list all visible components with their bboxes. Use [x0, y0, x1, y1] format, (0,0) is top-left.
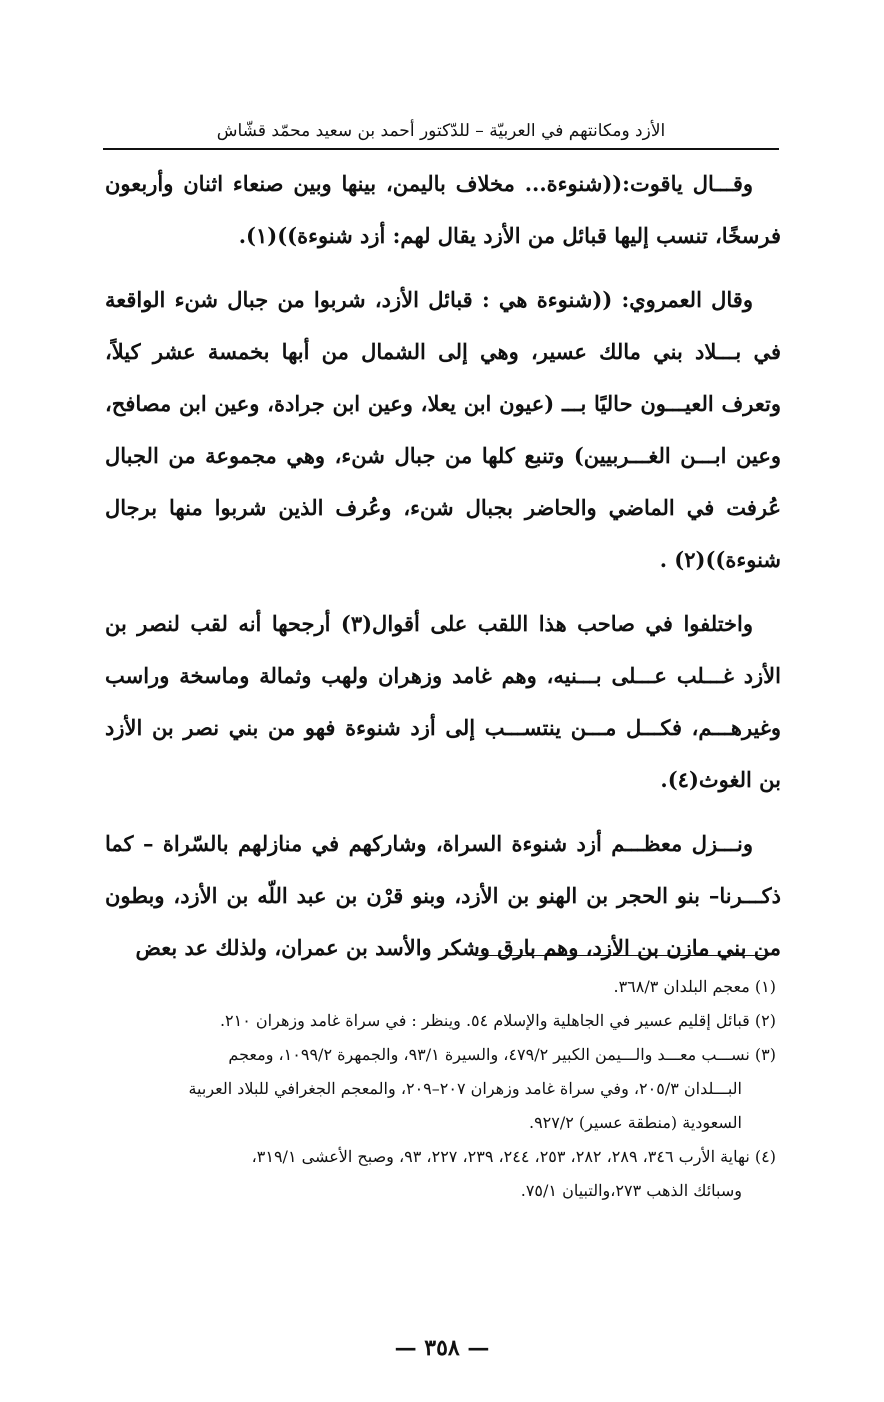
footnote-4: (٤) نهاية الأرب ٣٤٦، ٢٨٩، ٢٨٢، ٢٥٣، ٢٤٤، ٢٣٩، ٢٢٧، ٩٣، وصبح الأعشى ٣١٩/١،: [251, 1147, 776, 1166]
paragraph: وقـــال ياقوت:((شنوءة... مخلاف باليمن، بينها وبين صنعاء اثنان وأربعون فرسخًا، تنسب إليها قبائل من الأزد يقال لهم: أزد شنوءة))(١).: [105, 171, 781, 248]
footnotes: [104, 970, 776, 1208]
header-rule: [103, 148, 779, 150]
paragraph: وقال العمروي: ((شنوءة هي : قبائل الأزد، شربوا من جبال شنء الواقعة في بـــلاد بني مالك عسير، وهي إلى الشمال من أبها بخمسة عشر كيلاً، وتعرف العيـــون حاليًا بـــ (عيون ابن يعلا، وعين ابن جرادة، وعين ابن مصافح، وعين ابـــن الغـــربيين) وتنبع كلها من جبال شنء، وهي مجموعة من الجبال عُرفت في الماضي والحاضر بجبال شنء، وعُرف الذين شربوا منها برجال شنوءة))(٢) .: [105, 287, 781, 572]
running-header: الأزد ومكانتهم في العربيّة – للدّكتور أحمد بن سعيد محمّد قشّاش: [216, 121, 666, 141]
page-number: — ٣٥٨ —: [394, 1335, 490, 1361]
main-text: [105, 158, 781, 986]
footnote-1: (١) معجم البلدان ٣٦٨/٣.: [613, 977, 776, 996]
footnote-3-continuation: السعودية (منطقة عسير) ٩٢٧/٢.: [528, 1113, 742, 1132]
footnote-3: (٣) نســـب معـــد والـــيمن الكبير ٤٧٩/٢، والسيرة ٩٣/١، والجمهرة ١٠٩٩/٢، ومعجم: [228, 1045, 776, 1064]
footnote-2: (٢) قبائل إقليم عسير في الجاهلية والإسلام ٥٤. وينظر : في سراة غامد وزهران ٢١٠.: [219, 1011, 776, 1030]
paragraph: واختلفوا في صاحب هذا اللقب على أقوال(٣) أرجحها أنه لقب لنصر بن الأزد غـــلب عـــلى بـــنيه، وهم غامد وزهران ولهب وثمالة وماسخة وراسب وغيرهـــم، فكـــل مـــن ينتســـب إلى أزد شنوءة فهو من بني نصر بن الأزد بن الغوث(٤).: [105, 611, 781, 792]
footnote-4-continuation: وسبائك الذهب ٢٧٣،والتبيان ٧٥/١.: [520, 1181, 742, 1200]
paragraph: ونـــزل معظـــم أزد شنوءة السراة، وشاركهم في منازلهم بالسّراة – كما ذكـــرنا– بنو الحجر بن الهنو بن الأزد، وبنو قرْن بن عبد اللّه بن الأزد، وبطون من بني مازن بن الأزد، وهم بارق وشكر والأسد بن عمران، ولذلك عد بعض: [105, 831, 781, 960]
footnote-3-continuation: البـــلدان ٢٠٥/٣، وفي سراة غامد وزهران ٢٠٧–٢٠٩، والمعجم الجغرافي للبلاد العربية: [188, 1079, 742, 1098]
footnote-separator: [475, 955, 769, 956]
